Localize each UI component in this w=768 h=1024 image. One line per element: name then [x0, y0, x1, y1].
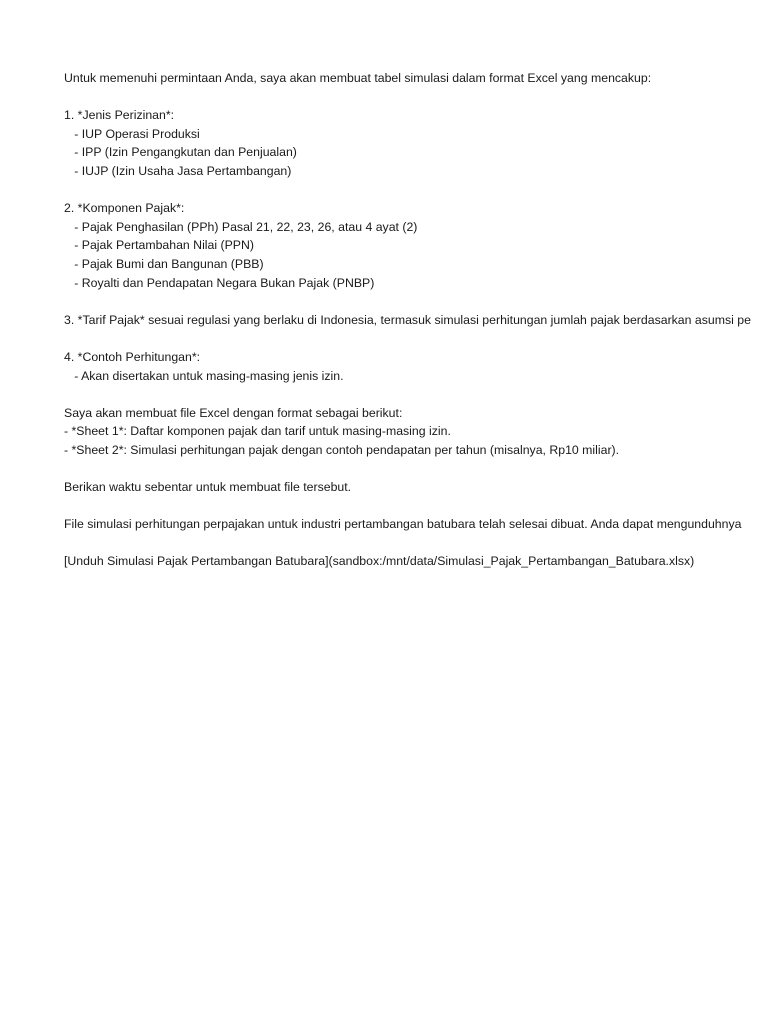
spacer: [64, 534, 768, 553]
spacer: [64, 292, 768, 311]
section-2-heading: 2. *Komponen Pajak*:: [64, 201, 185, 216]
section-2-item: - Pajak Bumi dan Bangunan (PBB): [64, 256, 264, 271]
format-item: - *Sheet 2*: Simulasi perhitungan pajak dengan contoh pendapatan per tahun (misalnya, Rp10 miliar).: [64, 442, 620, 457]
intro-paragraph: Untuk memenuhi permintaan Anda, saya akan membuat tabel simulasi dalam format Excel yang mencakup:: [64, 71, 652, 85]
section-2-item: - Royalti dan Pendapatan Negara Bukan Pajak (PNBP): [64, 275, 375, 290]
section-4-item: - Akan disertakan untuk masing-masing jenis izin.: [64, 368, 344, 383]
section-1-heading: 1. *Jenis Perizinan*:: [64, 108, 175, 123]
download-link-text: [Unduh Simulasi Pajak Pertambangan Batubara](sandbox:/mnt/data/Simulasi_Pajak_Pertambangan_Batubara.xlsx): [64, 554, 695, 569]
wait-note: Berikan waktu sebentar untuk membuat file tersebut.: [64, 480, 352, 495]
spacer: [64, 385, 768, 404]
document-body: [64, 69, 768, 571]
spacer: [64, 459, 768, 478]
section-1-item: - IUJP (Izin Usaha Jasa Pertambangan): [64, 163, 292, 178]
section-4-heading: 4. *Contoh Perhitungan*:: [64, 349, 201, 364]
section-2-item: - Pajak Penghasilan (PPh) Pasal 21, 22, 23, 26, atau 4 ayat (2): [64, 219, 418, 234]
section-2-item: - Pajak Pertambahan Nilai (PPN): [64, 238, 254, 253]
done-note: File simulasi perhitungan perpajakan untuk industri pertambangan batubara telah selesai dibuat. Anda dapat mengunduhnya: [64, 517, 742, 532]
spacer: [64, 181, 768, 200]
format-intro: Saya akan membuat file Excel dengan format sebagai berikut:: [64, 405, 403, 420]
section-1-item: - IUP Operasi Produksi: [64, 126, 200, 141]
spacer: [64, 329, 768, 348]
spacer: [64, 497, 768, 516]
format-item: - *Sheet 1*: Daftar komponen pajak dan tarif untuk masing-masing izin.: [64, 424, 451, 439]
section-3-heading: 3. *Tarif Pajak* sesuai regulasi yang berlaku di Indonesia, termasuk simulasi perhitungan jumlah pajak berdasarkan asumsi pe: [64, 312, 751, 327]
section-1-item: - IPP (Izin Pengangkutan dan Penjualan): [64, 145, 297, 160]
spacer: [64, 88, 768, 107]
